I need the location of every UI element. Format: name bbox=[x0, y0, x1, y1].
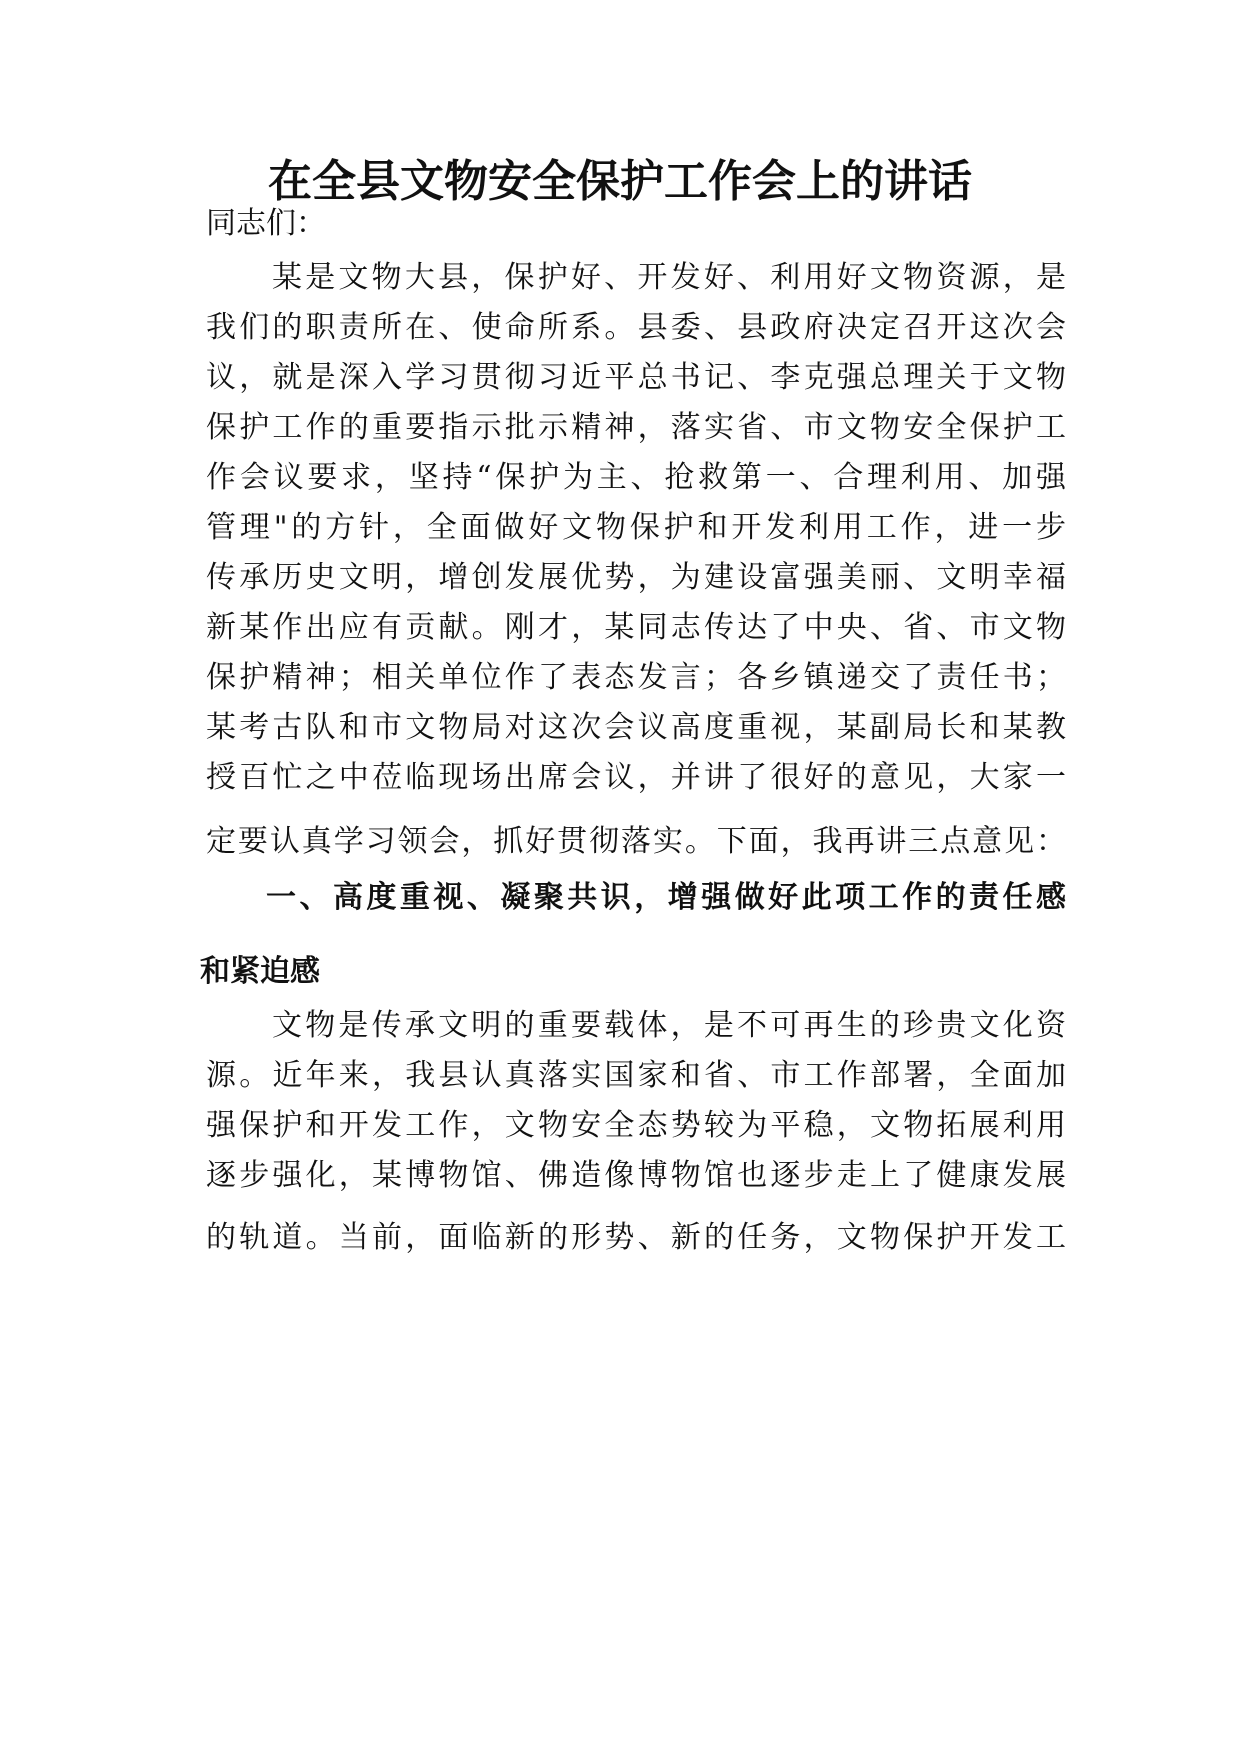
document-title: 在全县文物安全保护工作会上的讲话 bbox=[268, 156, 972, 207]
paragraph-line: 定要认真学习领会，抓好贯彻落实。下面，我再讲三点意见： bbox=[206, 824, 1066, 859]
paragraph-line: 文物是传承文明的重要载体，是不可再生的珍贵文化资 bbox=[272, 1008, 1066, 1043]
paragraph-line: 作会议要求，坚持“保护为主、抢救第一、合理利用、加强 bbox=[206, 460, 1066, 495]
paragraph-line: 强保护和开发工作，文物安全态势较为平稳，文物拓展利用 bbox=[206, 1108, 1066, 1143]
paragraph-line: 传承历史文明，增创发展优势，为建设富强美丽、文明幸福 bbox=[206, 560, 1066, 595]
paragraph-line: 源。近年来，我县认真落实国家和省、市工作部署，全面加 bbox=[206, 1058, 1066, 1093]
salutation: 同志们： bbox=[206, 206, 326, 241]
paragraph-line: 某考古队和市文物局对这次会议高度重视，某副局长和某教 bbox=[206, 710, 1066, 745]
paragraph-line: 我们的职责所在、使命所系。县委、县政府决定召开这次会 bbox=[206, 310, 1066, 345]
paragraph-line: 管理"的方针，全面做好文物保护和开发利用工作，进一步 bbox=[206, 510, 1066, 545]
paragraph-line: 逐步强化，某博物馆、佛造像博物馆也逐步走上了健康发展 bbox=[206, 1158, 1066, 1193]
paragraph-line: 某是文物大县，保护好、开发好、利用好文物资源，是 bbox=[272, 260, 1066, 295]
paragraph-line: 新某作出应有贡献。刚才，某同志传达了中央、省、市文物 bbox=[206, 610, 1066, 645]
paragraph-line: 保护工作的重要指示批示精神，落实省、市文物安全保护工 bbox=[206, 410, 1066, 445]
section-heading: 一、高度重视、凝聚共识，增强做好此项工作的责任感 bbox=[266, 880, 1066, 915]
paragraph-line: 授百忙之中莅临现场出席会议，并讲了很好的意见，大家一 bbox=[206, 760, 1066, 795]
paragraph-line: 保护精神；相关单位作了表态发言；各乡镇递交了责任书； bbox=[206, 660, 1066, 695]
section-heading-continuation: 和紧迫感 bbox=[200, 954, 320, 989]
paragraph-line: 的轨道。当前，面临新的形势、新的任务，文物保护开发工 bbox=[206, 1220, 1066, 1255]
paragraph-line: 议，就是深入学习贯彻习近平总书记、李克强总理关于文物 bbox=[206, 360, 1066, 395]
